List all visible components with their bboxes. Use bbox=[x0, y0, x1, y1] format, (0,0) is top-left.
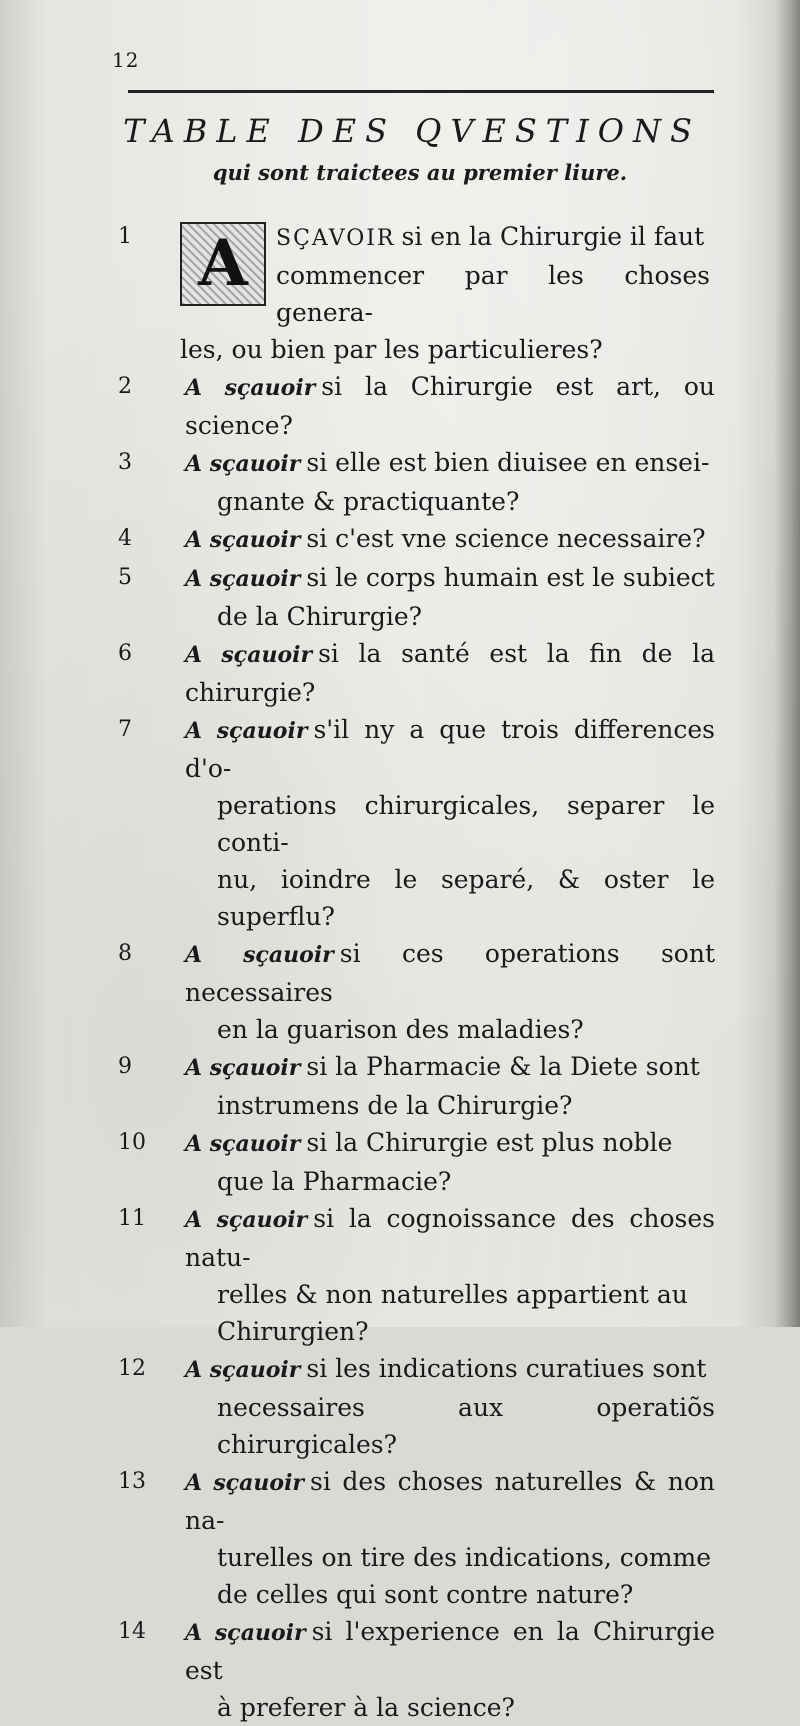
question-lead: A sçauoir bbox=[185, 642, 313, 668]
initial-letter: A bbox=[182, 224, 264, 304]
question-body: s'il ny a que trois differences d'o- bbox=[185, 715, 716, 783]
page-title: TABLE DES QVESTIONS bbox=[123, 112, 701, 150]
question-number: 2 bbox=[118, 374, 132, 399]
question-lead: A sçauoir bbox=[185, 527, 301, 553]
question-text bbox=[185, 935, 715, 1048]
question-text bbox=[185, 1463, 715, 1613]
question-entry bbox=[0, 559, 800, 635]
question-entry bbox=[0, 444, 800, 520]
question-entry bbox=[0, 1613, 800, 1726]
question-body: si le corps humain est le subiect bbox=[306, 563, 715, 592]
question-text bbox=[185, 1350, 715, 1463]
question-list bbox=[0, 218, 800, 1726]
question-lead: A sçauoir bbox=[185, 451, 301, 477]
question-text bbox=[185, 1048, 715, 1124]
question-continuation: turelles on tire des indications, comme bbox=[217, 1543, 712, 1572]
question-number: 10 bbox=[118, 1130, 146, 1155]
question-continuation: necessaires aux operatiõs chirurgicales? bbox=[217, 1393, 715, 1459]
question-body: si la Chirurgie est art, ou science? bbox=[185, 372, 715, 440]
question-lead: A sçauoir bbox=[185, 942, 334, 968]
question-continuation: nu, ioindre le separé, & oster le superflu? bbox=[217, 865, 715, 931]
question-text bbox=[185, 1613, 715, 1726]
question-body: si la santé est la fin de la chirurgie? bbox=[185, 639, 715, 707]
question-continuation: Chirurgien? bbox=[217, 1317, 369, 1346]
question-text bbox=[185, 520, 715, 559]
question-continuation: de la Chirurgie? bbox=[217, 602, 423, 631]
question-lead: A sçauoir bbox=[185, 1055, 301, 1081]
question-text bbox=[185, 559, 715, 635]
question-entry bbox=[0, 935, 800, 1048]
question-entry bbox=[0, 711, 800, 935]
header-rule bbox=[128, 90, 714, 93]
question-text bbox=[180, 218, 710, 368]
question-number: 5 bbox=[118, 565, 132, 590]
page-number: 12 bbox=[112, 48, 140, 72]
question-text bbox=[185, 368, 715, 444]
page-subtitle: qui sont traictees au premier liure. bbox=[212, 160, 628, 185]
question-text bbox=[185, 444, 715, 520]
question-continuation: que la Pharmacie? bbox=[217, 1167, 452, 1196]
question-lead: A sçauoir bbox=[185, 1207, 308, 1233]
question-continuation: de celles qui sont contre nature? bbox=[217, 1580, 634, 1609]
question-body: si des choses naturelles & non na- bbox=[185, 1467, 715, 1535]
question-lead: A sçauoir bbox=[185, 375, 316, 401]
question-entry bbox=[0, 520, 800, 559]
question-body: si la cognoissance des choses natu- bbox=[185, 1204, 715, 1272]
question-body: si la Chirurgie est plus noble bbox=[306, 1128, 673, 1157]
question-entry bbox=[0, 1350, 800, 1463]
question-lead: A sçauoir bbox=[185, 1620, 306, 1646]
question-lead: SÇAVOIR bbox=[276, 226, 396, 251]
question-number: 1 bbox=[118, 224, 132, 249]
question-entry bbox=[0, 1124, 800, 1200]
question-lead: A sçauoir bbox=[185, 1357, 301, 1383]
decorated-initial-icon bbox=[180, 222, 266, 306]
question-entry bbox=[0, 635, 800, 711]
question-entry bbox=[0, 1200, 800, 1350]
question-continuation: les, ou bien par les particulieres? bbox=[180, 335, 603, 364]
question-text bbox=[185, 1124, 715, 1200]
question-body: si c'est vne science necessaire? bbox=[306, 524, 706, 553]
question-text bbox=[185, 711, 715, 935]
question-body: si la Pharmacie & la Diete sont bbox=[306, 1052, 700, 1081]
question-entry bbox=[0, 218, 800, 368]
question-entry bbox=[0, 368, 800, 444]
question-lead: A sçauoir bbox=[185, 566, 301, 592]
question-number: 4 bbox=[118, 526, 132, 551]
question-continuation: en la guarison des maladies? bbox=[217, 1015, 584, 1044]
question-continuation: perations chirurgicales, separer le conti- bbox=[217, 791, 715, 857]
question-number: 3 bbox=[118, 450, 132, 475]
question-body: si elle est bien diuisee en ensei- bbox=[306, 448, 710, 477]
question-number: 8 bbox=[118, 941, 132, 966]
question-text bbox=[185, 635, 715, 711]
question-text bbox=[185, 1200, 715, 1350]
question-number: 7 bbox=[118, 717, 132, 742]
question-number: 12 bbox=[118, 1356, 146, 1381]
question-number: 9 bbox=[118, 1054, 132, 1079]
question-continuation: à preferer à la science? bbox=[217, 1693, 515, 1722]
question-body: si ces operations sont necessaires bbox=[185, 939, 715, 1007]
question-body: si les indications curatiues sont bbox=[306, 1354, 707, 1383]
question-number: 14 bbox=[118, 1619, 146, 1644]
question-lead: A sçauoir bbox=[185, 1470, 305, 1496]
question-number: 11 bbox=[118, 1206, 146, 1231]
question-number: 6 bbox=[118, 641, 132, 666]
question-continuation: relles & non naturelles appartient au bbox=[217, 1280, 688, 1309]
question-entry bbox=[0, 1463, 800, 1613]
question-continuation: instrumens de la Chirurgie? bbox=[217, 1091, 573, 1120]
question-continuation: commencer par les choses genera- bbox=[276, 261, 710, 327]
question-body: si en la Chirurgie il faut bbox=[401, 222, 705, 251]
question-lead: A sçauoir bbox=[185, 1131, 301, 1157]
question-lead: A sçauoir bbox=[185, 718, 308, 744]
question-entry bbox=[0, 1048, 800, 1124]
question-number: 13 bbox=[118, 1469, 146, 1494]
question-body: si l'experience en la Chirurgie est bbox=[185, 1617, 715, 1685]
question-continuation: gnante & practiquante? bbox=[217, 487, 520, 516]
